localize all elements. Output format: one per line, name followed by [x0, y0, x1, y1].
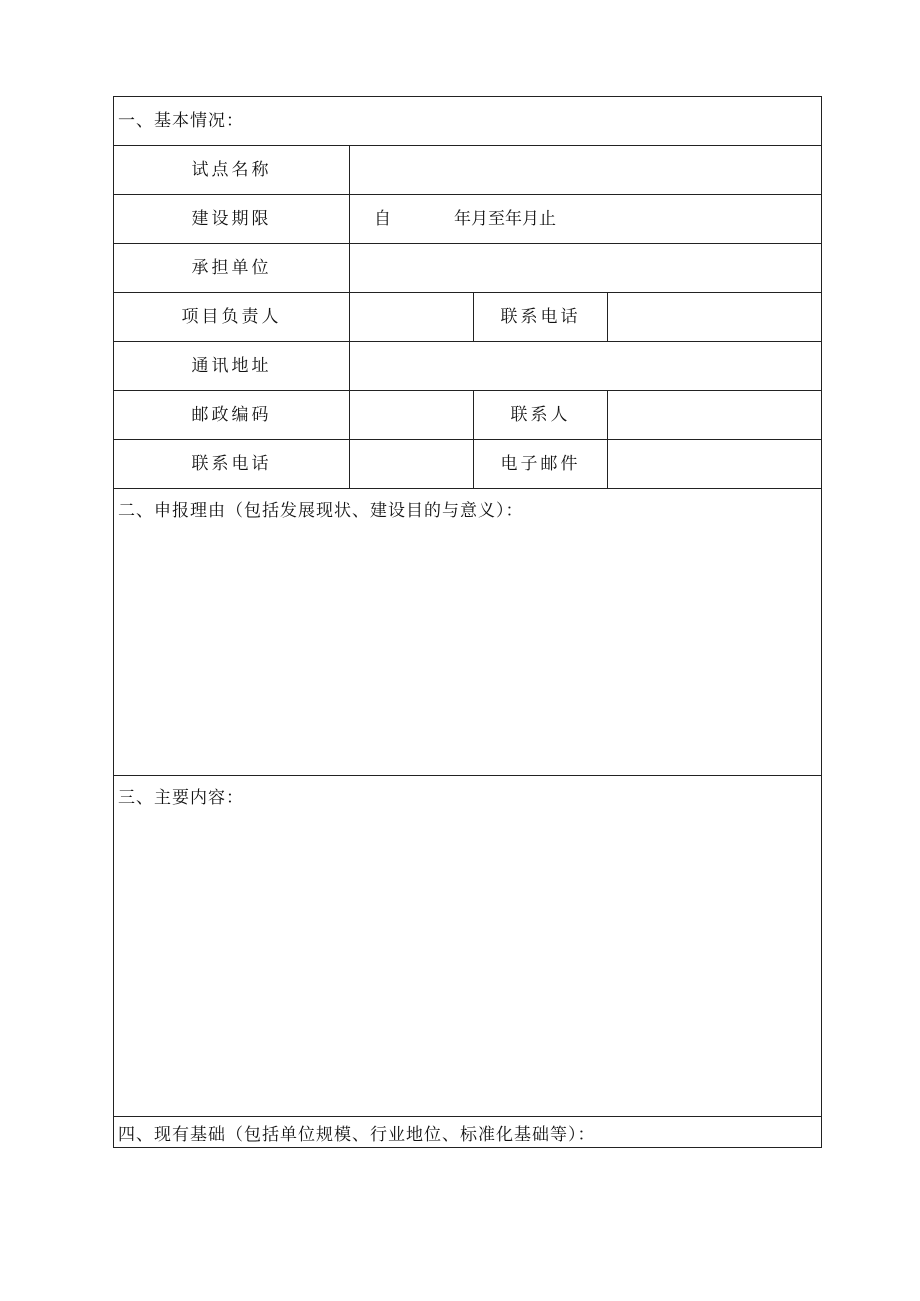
contact-phone-2-label: 联系电话 — [114, 440, 350, 489]
construction-period-row — [114, 195, 822, 244]
section3-title: 三、主要内容： — [118, 788, 244, 808]
undertaker-label: 承担单位 — [114, 244, 350, 293]
construction-period-label: 建设期限 — [114, 195, 350, 244]
application-reason-area[interactable] — [114, 489, 822, 776]
main-content-area[interactable] — [114, 776, 822, 1117]
contact-person-field[interactable] — [608, 391, 822, 440]
construction-period-field[interactable] — [350, 195, 822, 244]
period-from-text: 自 — [374, 208, 391, 229]
section3-row — [114, 776, 822, 1117]
leader-row — [114, 293, 822, 342]
address-label: 通讯地址 — [114, 342, 350, 391]
postcode-label: 邮政编码 — [114, 391, 350, 440]
undertaker-row — [114, 244, 822, 293]
contact-phone-label: 联系电话 — [474, 293, 608, 342]
pilot-name-label: 试点名称 — [114, 146, 350, 195]
project-leader-label: 项目负责人 — [114, 293, 350, 342]
phone-email-row — [114, 440, 822, 489]
section4-row — [114, 1117, 822, 1148]
undertaker-field[interactable] — [350, 244, 822, 293]
address-field[interactable] — [350, 342, 822, 391]
section1-title: 一、基本情况： — [114, 97, 822, 146]
contact-phone-2-field[interactable] — [350, 440, 474, 489]
postcode-row — [114, 391, 822, 440]
pilot-name-field[interactable] — [350, 146, 822, 195]
contact-phone-field[interactable] — [608, 293, 822, 342]
contact-person-label: 联系人 — [474, 391, 608, 440]
period-rest-text: 年月至年月止 — [454, 208, 556, 229]
existing-basis-area[interactable] — [114, 1117, 822, 1148]
postcode-field[interactable] — [350, 391, 474, 440]
address-row — [114, 342, 822, 391]
section2-row — [114, 489, 822, 776]
email-field[interactable] — [608, 440, 822, 489]
application-form-table — [113, 96, 822, 1148]
section4-title: 四、现有基础（包括单位规模、行业地位、标准化基础等）： — [118, 1125, 596, 1145]
section1-header-row — [114, 97, 822, 146]
pilot-name-row — [114, 146, 822, 195]
section2-title: 二、申报理由（包括发展现状、建设目的与意义）： — [118, 501, 524, 521]
project-leader-field[interactable] — [350, 293, 474, 342]
email-label: 电子邮件 — [474, 440, 608, 489]
